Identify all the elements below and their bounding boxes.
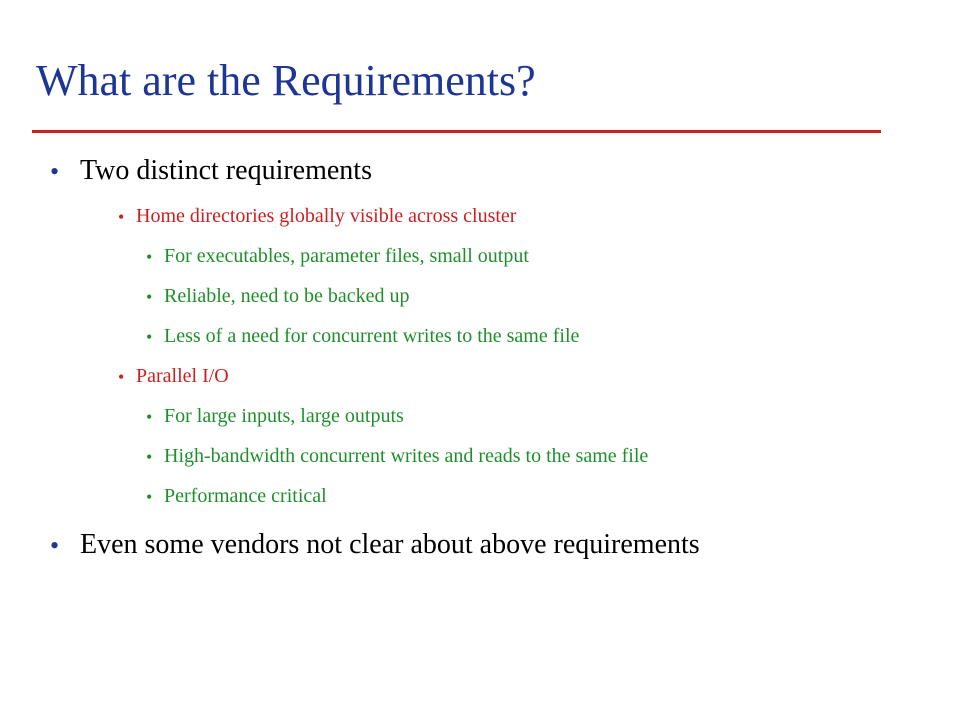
bullet-icon: •	[146, 247, 153, 267]
bullet-text: Performance critical	[164, 485, 327, 507]
bullet-icon: •	[50, 531, 60, 560]
bullet-icon: •	[118, 207, 125, 227]
bullet-text: Reliable, need to be backed up	[164, 285, 410, 307]
slide-title: What are the Requirements?	[36, 56, 536, 105]
bullet-icon: •	[50, 157, 60, 186]
bullet-text: For large inputs, large outputs	[164, 405, 404, 427]
bullet-icon: •	[146, 407, 153, 427]
bullet-text: Even some vendors not clear about above requirements	[80, 529, 700, 560]
bullet-icon: •	[146, 447, 153, 467]
bullet-text: For executables, parameter files, small output	[164, 245, 529, 267]
title-divider	[32, 130, 881, 133]
bullet-icon: •	[118, 367, 125, 387]
bullet-text: Less of a need for concurrent writes to the same file	[164, 325, 580, 347]
bullet-icon: •	[146, 327, 153, 347]
bullet-icon: •	[146, 487, 153, 507]
bullet-icon: •	[146, 287, 153, 307]
bullet-text: Parallel I/O	[136, 365, 229, 387]
bullet-text: Home directories globally visible across cluster	[136, 205, 517, 227]
bullet-text: Two distinct requirements	[80, 155, 372, 186]
bullet-text: High-bandwidth concurrent writes and reads to the same file	[164, 445, 649, 467]
